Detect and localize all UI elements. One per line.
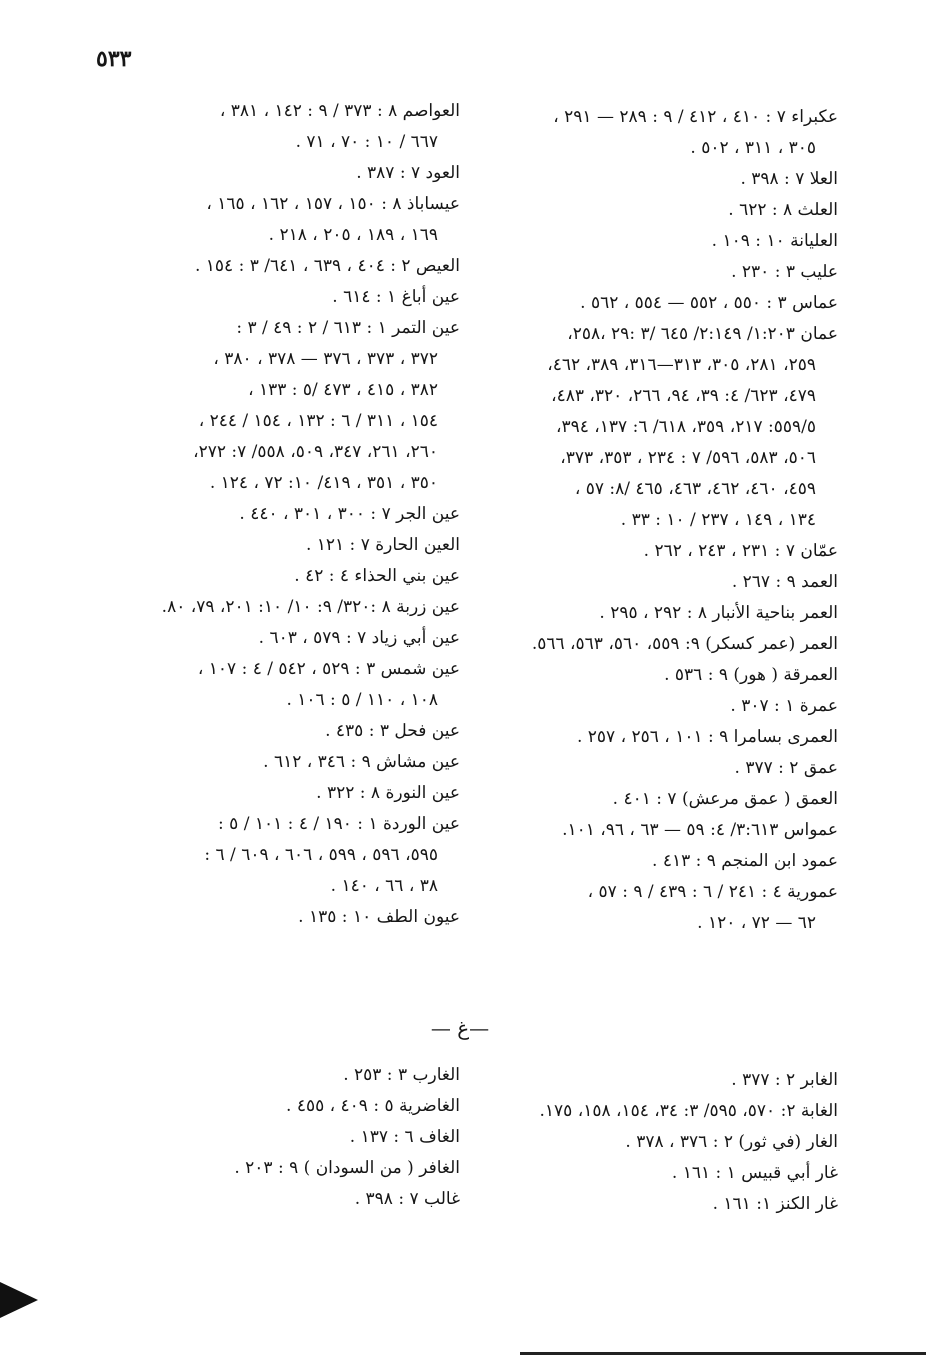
index-entry-continuation: ٣٧٢ ، ٣٧٣ ، ٣٧٦ — ٣٧٨ ، ٣٨٠ ، — [213, 349, 438, 369]
index-entry: عين أبي زياد ٧ : ٥٧٩ ، ٦٠٣ . — [258, 628, 460, 648]
index-entry: عين الجر ٧ : ٣٠٠ ، ٣٠١ ، ٤٤٠ . — [239, 504, 460, 524]
index-entry: عمّان ٧ : ٢٣١ ، ٢٤٣ ، ٢٦٢ . — [643, 541, 838, 561]
index-entry: العلث ٨ : ٦٢٢ . — [728, 200, 838, 220]
index-entry: الغافر ( من السودان ) ٩ : ٢٠٣ . — [234, 1158, 460, 1178]
index-entry: الغابر ٢ : ٣٧٧ . — [731, 1070, 838, 1090]
page-corner-mark — [0, 1282, 38, 1318]
index-entry: عمق ٢ : ٣٧٧ . — [734, 758, 838, 778]
index-entry: عكبراء ٧ : ٤١٠ ، ٤١٢ / ٩ : ٢٨٩ — ٢٩١ ، — [553, 107, 838, 127]
page-bottom-edge — [520, 1352, 926, 1355]
index-entry: عمرة ١ : ٣٠٧ . — [730, 696, 838, 716]
page-number: ٥٣٣ — [96, 46, 132, 72]
index-entry-continuation: ٢٦٠، ٢٦١، ٣٤٧، ٥٠٩، ٥٥٨/ ٧: ٢٧٢، — [193, 442, 438, 462]
index-entry: عمواس ٣:٦١٣/ ٤: ٥٩ — ٦٣ ، ٩٦، ١٠١. — [562, 820, 838, 840]
index-entry: غار أبي قبيس ١ : ١٦١ . — [671, 1163, 838, 1183]
index-entry: العمق ( عمق مرعش) ٧ : ٤٠١ . — [612, 789, 838, 809]
index-entry: عين فحل ٣ : ٤٣٥ . — [325, 721, 460, 741]
index-entry-continuation: ٣٠٥ ، ٣١١ ، ٥٠٢ . — [690, 138, 816, 158]
index-entry: الغارب ٣ : ٢٥٣ . — [343, 1065, 460, 1085]
index-entry: عين بني الحذاء ٤ : ٤٢ . — [294, 566, 460, 586]
index-column-right-bottom — [408, 1065, 838, 1220]
index-entry: عين الوردة ١ : ١٩٠ / ٤ : ١٠١ / ٥ : — [218, 814, 460, 834]
index-entry: عمان ١:٢٠٣/ ٢:١٤٩/ ٦٤٥ /٣ :٢٩ ،٢٥٨، — [567, 324, 838, 344]
index-entry: عمورية ٤ : ٢٤١ / ٦ : ٤٣٩ / ٩ : ٥٧ ، — [587, 882, 838, 902]
index-entry-continuation: ٦٦٧ / ١٠ : ٧٠ ، ٧١ . — [295, 132, 438, 152]
index-entry: عين زربة ٨ :٣٢٠/ ٩: ١٠/ ١٠: ٢٠١، ٧٩، ٨٠. — [161, 597, 460, 617]
index-entry: العيص ٢ : ٤٠٤ ، ٦٣٩ ، ٦٤١/ ٣ : ١٥٤ . — [194, 256, 460, 276]
index-entry: عماس ٣ : ٥٥٠ ، ٥٥٢ — ٥٥٤ ، ٥٦٢ . — [580, 293, 838, 313]
index-column-left-bottom — [140, 1060, 460, 1215]
index-entry-continuation: ٣٥٠ ، ٣٥١ ، ٤١٩/ ١٠: ٧٢ ، ١٢٤ . — [209, 473, 438, 493]
index-entry: العليانة ١٠ : ١٠٩ . — [711, 231, 838, 251]
index-entry: عين التمر ١ : ٦١٣ / ٢ : ٤٩ / ٣ : — [236, 318, 460, 338]
index-entry: غار الكنز ١: ١٦١ . — [712, 1194, 838, 1214]
index-entry-continuation: ٦٢ — ٧٢ ، ١٢٠ . — [697, 913, 816, 933]
index-entry: عين أباغ ١ : ٦١٤ . — [332, 287, 460, 307]
index-entry: العمر بناحية الأنبار ٨ : ٢٩٢ ، ٢٩٥ . — [599, 603, 838, 623]
index-entry: العمر (عمر كسكر) ٩: ٥٥٩، ٥٦٠، ٥٦٣، ٥٦٦. — [531, 634, 838, 654]
index-entry-continuation: ٥٠٦، ٥٨٣، ٥٩٦/ ٧ : ٢٣٤ ، ٣٥٣، ٣٧٣، — [560, 448, 816, 468]
index-entry: العمرى بسامرا ٩ : ١٠١ ، ٢٥٦ ، ٢٥٧ . — [576, 727, 838, 747]
index-column-left-top — [80, 96, 460, 933]
index-entry-continuation: ١٥٤ ، ٣١١ / ٦ : ١٣٢ ، ١٥٤ / ٢٤٤ ، — [198, 411, 438, 431]
index-entry: الغاضرية ٥ : ٤٠٩ ، ٤٥٥ . — [286, 1096, 460, 1116]
index-entry-continuation: ٤٥٩، ٤٦٠، ٤٦٢، ٤٦٣، ٤٦٥ /٨: ٥٧ ، — [574, 479, 816, 499]
index-entry: عليب ٣ : ٢٣٠ . — [731, 262, 838, 282]
index-entry-continuation: ٣٨ ، ٦٦ ، ١٤٠ . — [330, 876, 438, 896]
index-entry: غالب ٧ : ٣٩٨ . — [354, 1189, 460, 1209]
index-entry: العواصم ٨ : ٣٧٣ / ٩ : ١٤٢ ، ٣٨١ ، — [219, 101, 460, 121]
index-entry-continuation: ٥٥٩/٥: ٢١٧، ٣٥٩، ٦١٨/ ٦: ١٣٧، ٣٩٤، — [555, 417, 816, 437]
index-column-right-top — [438, 102, 838, 939]
index-entry: عين شمس ٣ : ٥٢٩ ، ٥٤٢ / ٤ : ١٠٧ ، — [197, 659, 460, 679]
index-entry-continuation: ١٦٩ ، ١٨٩ ، ٢٠٥ ، ٢١٨ . — [268, 225, 438, 245]
index-entry-continuation: ١٠٨ ، ١١٠ / ٥ : ١٠٦ . — [286, 690, 438, 710]
index-entry: الغاف ٦ : ١٣٧ . — [349, 1127, 460, 1147]
index-entry: عين مشاش ٩ : ٣٤٦ ، ٦١٢ . — [263, 752, 460, 772]
index-entry: عمود ابن المنجم ٩ : ٤١٣ . — [652, 851, 838, 871]
index-entry: عين النورة ٨ : ٣٢٢ . — [316, 783, 460, 803]
section-letter-heading: —غ — — [430, 1016, 490, 1040]
index-entry-continuation: ٤٧٩، ٦٢٣/ ٤: ٣٩، ٩٤، ٢٦٦، ٣٢٠، ٤٨٣، — [551, 386, 816, 406]
index-entry: الغابة ٢: ٥٧٠، ٥٩٥/ ٣: ٣٤، ١٥٤، ١٥٨، ١٧٥. — [539, 1101, 838, 1121]
index-entry-continuation: ١٣٤ ، ١٤٩ ، ٢٣٧ / ١٠ : ٣٣ . — [620, 510, 816, 530]
index-entry: العمد ٩ : ٢٦٧ . — [731, 572, 838, 592]
index-entry-continuation: ٢٥٩، ٢٨١، ٣٠٥، ٣١٣—٣١٦، ٣٨٩، ٤٦٢، — [547, 355, 816, 375]
index-entry-continuation: ٥٩٥، ٥٩٦ ، ٥٩٩ ، ٦٠٦ ، ٦٠٩ / ٦ : — [204, 845, 438, 865]
index-entry: الغار (في ثور) ٢ : ٣٧٦ ، ٣٧٨ . — [625, 1132, 838, 1152]
index-entry: العود ٧ : ٣٨٧ . — [356, 163, 460, 183]
index-entry: العلا ٧ : ٣٩٨ . — [740, 169, 838, 189]
index-entry: عيساباذ ٨ : ١٥٠ ، ١٥٧ ، ١٦٢ ، ١٦٥ ، — [206, 194, 460, 214]
index-entry: العين الحارة ٧ : ١٢١ . — [305, 535, 460, 555]
index-entry: عيون الطف ١٠ : ١٣٥ . — [298, 907, 460, 927]
index-entry: العمرقة ( هور) ٩ : ٥٣٦ . — [664, 665, 838, 685]
index-entry-continuation: ٣٨٢ ، ٤١٥ ، ٤٧٣ /٥ : ١٣٣ ، — [248, 380, 438, 400]
